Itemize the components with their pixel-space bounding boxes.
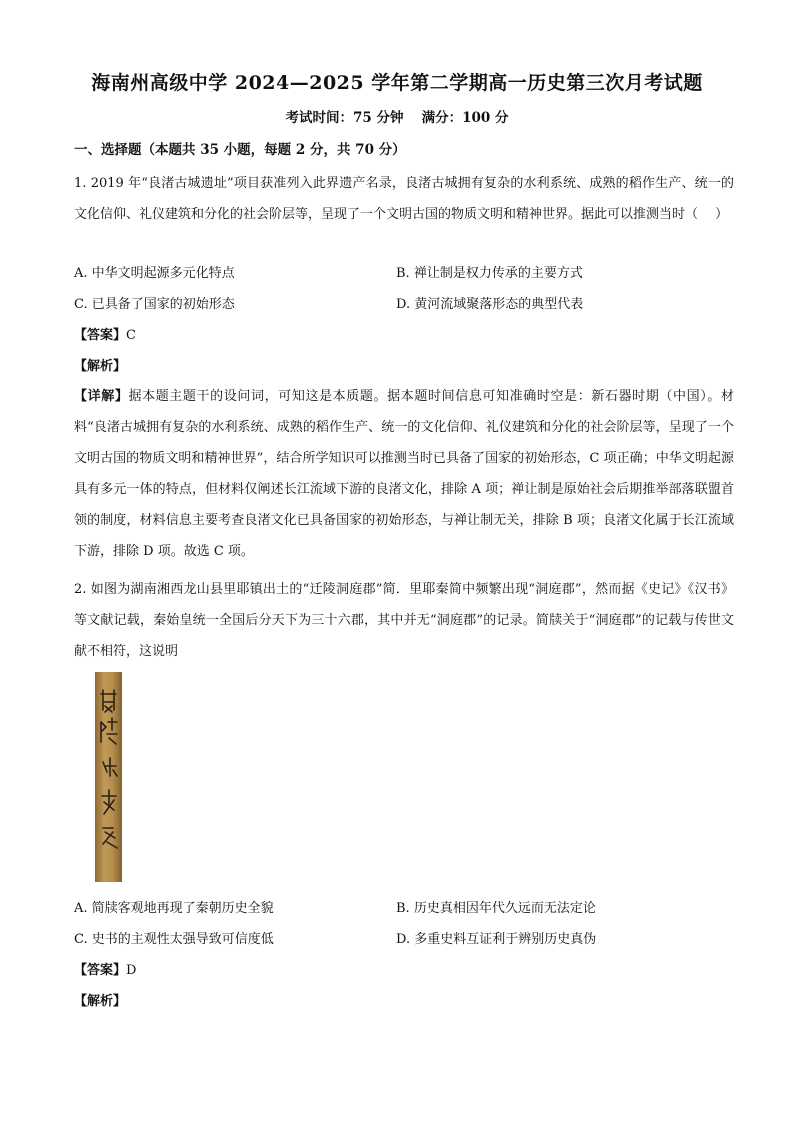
q2-answer xyxy=(74,961,136,981)
q2-answer-value: D xyxy=(126,963,137,978)
q1-answer-label: 【答案】 xyxy=(74,328,127,343)
q1-option-c: C. 已具备了国家的初始形态 xyxy=(74,297,235,312)
q1-answer xyxy=(74,326,136,346)
q2-analysis-label: 【解析】 xyxy=(74,994,127,1009)
q1-detail-label: 【详解】 xyxy=(74,389,129,404)
question-2-stem: 2. 如图为湖南湘西龙山县里耶镇出土的“迁陵洞庭郡”简．里耶秦简中频繁出现“洞庭郡”，然而据《史记》《汉书》等文献记载，秦始皇统一全国后分天下为三十六郡，其中并无“洞庭郡”的记录。简牍关于“洞庭郡”的记载与传世文献不相符，这说明 xyxy=(74,582,734,659)
question-1-stem: 1. 2019 年“良渚古城遗址”项目获准列入此界遗产名录，良渚古城拥有复杂的水利系统、成熟的稻作生产、统一的文化信仰、礼仪建筑和分化的社会阶层等，呈现了一个文明古国的物质文明和精神世界。据此可以推测当时（ ） xyxy=(74,176,734,222)
bamboo-slip-image xyxy=(95,672,122,882)
q2-answer-label: 【答案】 xyxy=(74,963,127,978)
q2-option-b: B. 历史真相因年代久远而无法定论 xyxy=(396,901,596,916)
q1-option-b: B. 禅让制是权力传承的主要方式 xyxy=(396,266,583,281)
q1-detail-text: 据本题主题干的设问词，可知这是本质题。据本题时间信息可知准确时空是：新石器时期（中国）。材料“良渚古城拥有复杂的水利系统、成熟的稻作生产、统一的文化信仰、礼仪建筑和分化的社会阶层等，呈现了一个文明古国的物质文明和精神世界”，结合所学知识可以推测当时已具备了国家的初始形态，C 项正确；中华文明起源具有多元一体的特点，但材料仅阐述长江流域下游的良渚文化，排除 A 项；禅让制是原始社会后期推举部落联盟首领的制度，材料信息主要考查良渚文化已具备国家的初始形态，与禅让制无关，排除 B 项；良渚文化属于长江流域下游，排除 D 项。故选 C 项。 xyxy=(74,389,734,559)
q1-option-a: A. 中华文明起源多元化特点 xyxy=(74,266,235,281)
q1-answer-value: C xyxy=(126,328,136,343)
page-title: 海南州高级中学 2024—2025 学年第二学期高一历史第三次月考试题 xyxy=(91,72,703,94)
q1-analysis-label: 【解析】 xyxy=(74,359,127,374)
q2-option-a: A. 简牍客观地再现了秦朝历史全貌 xyxy=(74,901,274,916)
q2-option-d: D. 多重史料互证利于辨别历史真伪 xyxy=(396,932,597,947)
section-heading: 一、选择题（本题共 35 小题，每题 2 分，共 70 分） xyxy=(74,142,406,158)
exam-info: 考试时间：75 分钟 满分：100 分 xyxy=(285,110,509,126)
q1-detail xyxy=(74,381,734,567)
q2-option-c: C. 史书的主观性太强导致可信度低 xyxy=(74,932,274,947)
q1-option-d: D. 黄河流域聚落形态的典型代表 xyxy=(396,297,584,312)
